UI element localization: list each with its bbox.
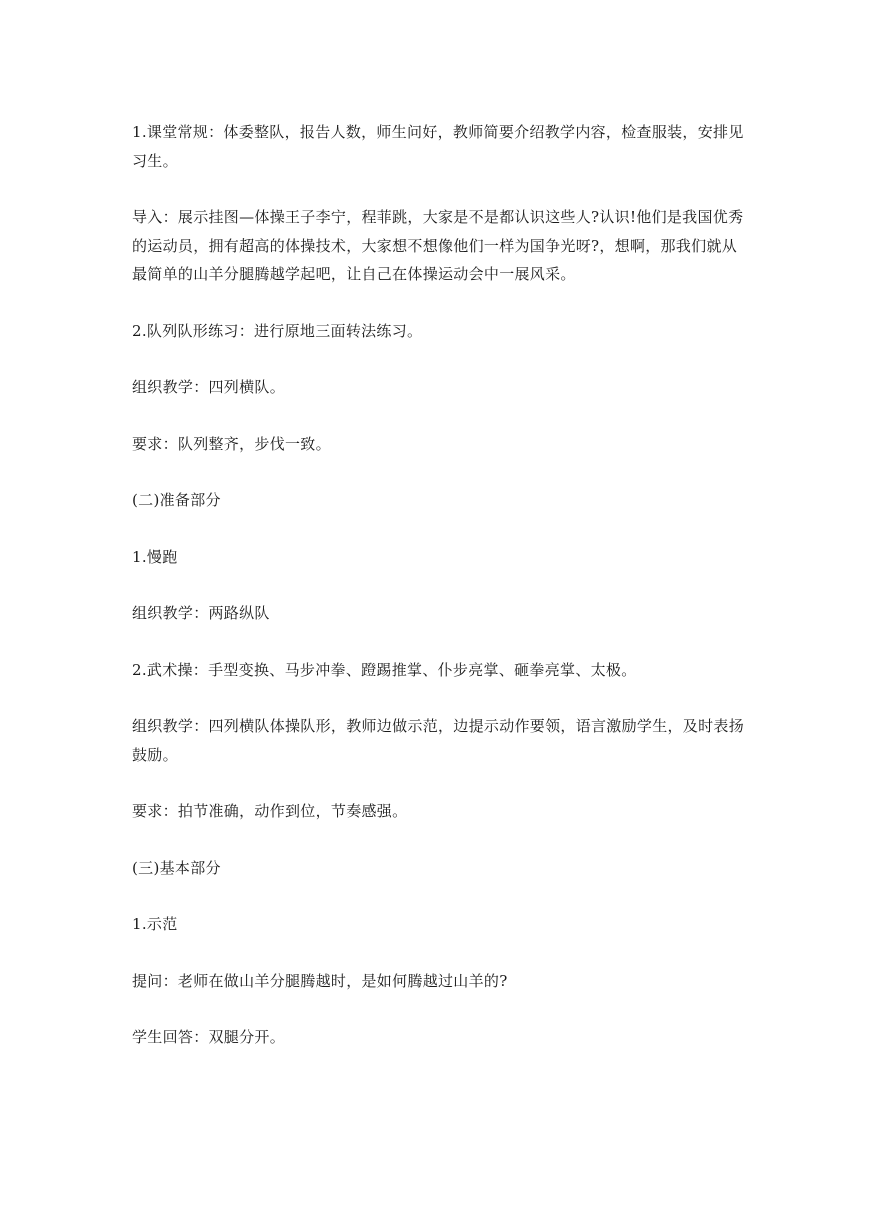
paragraph-organization-1: 组织教学：四列横队。 — [132, 378, 286, 396]
paragraph-class-routine: 1.课堂常规：体委整队，报告人数，师生问好，教师简要介绍教学内容，检查服装，安排见习生。 — [132, 123, 744, 170]
paragraph-question: 提问：老师在做山羊分腿腾越时，是如何腾越过山羊的? — [132, 971, 508, 990]
paragraph-introduction: 导入：展示挂图—体操王子李宁，程菲跳，大家是不是都认识这些人?认识!他们是我国优秀的运动员，拥有超高的体操技术，大家想不想像他们一样为国争光呀?，想啊，那我们就从最简单的山羊分腿腾越学起吧，让自己在体操运动会中一展风采。 — [132, 208, 744, 283]
section-heading-basic: (三)基本部分 — [132, 858, 221, 877]
paragraph-jogging: 1.慢跑 — [132, 547, 178, 566]
paragraph-formation-practice: 2.队列队形练习：进行原地三面转法练习。 — [132, 321, 423, 340]
paragraph-student-answer: 学生回答：双腿分开。 — [132, 1028, 286, 1046]
paragraph-demonstration: 1.示范 — [132, 915, 178, 933]
paragraph-martial-arts: 2.武术操：手型变换、马步冲拳、蹬踢推掌、仆步亮掌、砸拳亮掌、太极。 — [132, 660, 637, 679]
paragraph-requirement-1: 要求：队列整齐，步伐一致。 — [132, 434, 331, 453]
section-heading-preparation: (二)准备部分 — [132, 491, 221, 509]
paragraph-requirement-2: 要求：拍节准确，动作到位，节奏感强。 — [132, 802, 408, 820]
document-body — [132, 118, 744, 1052]
paragraph-organization-3: 组织教学：四列横队体操队形，教师边做示范，边提示动作要领，语言激励学生，及时表扬鼓励。 — [132, 717, 745, 764]
paragraph-organization-2: 组织教学：两路纵队 — [132, 604, 270, 622]
